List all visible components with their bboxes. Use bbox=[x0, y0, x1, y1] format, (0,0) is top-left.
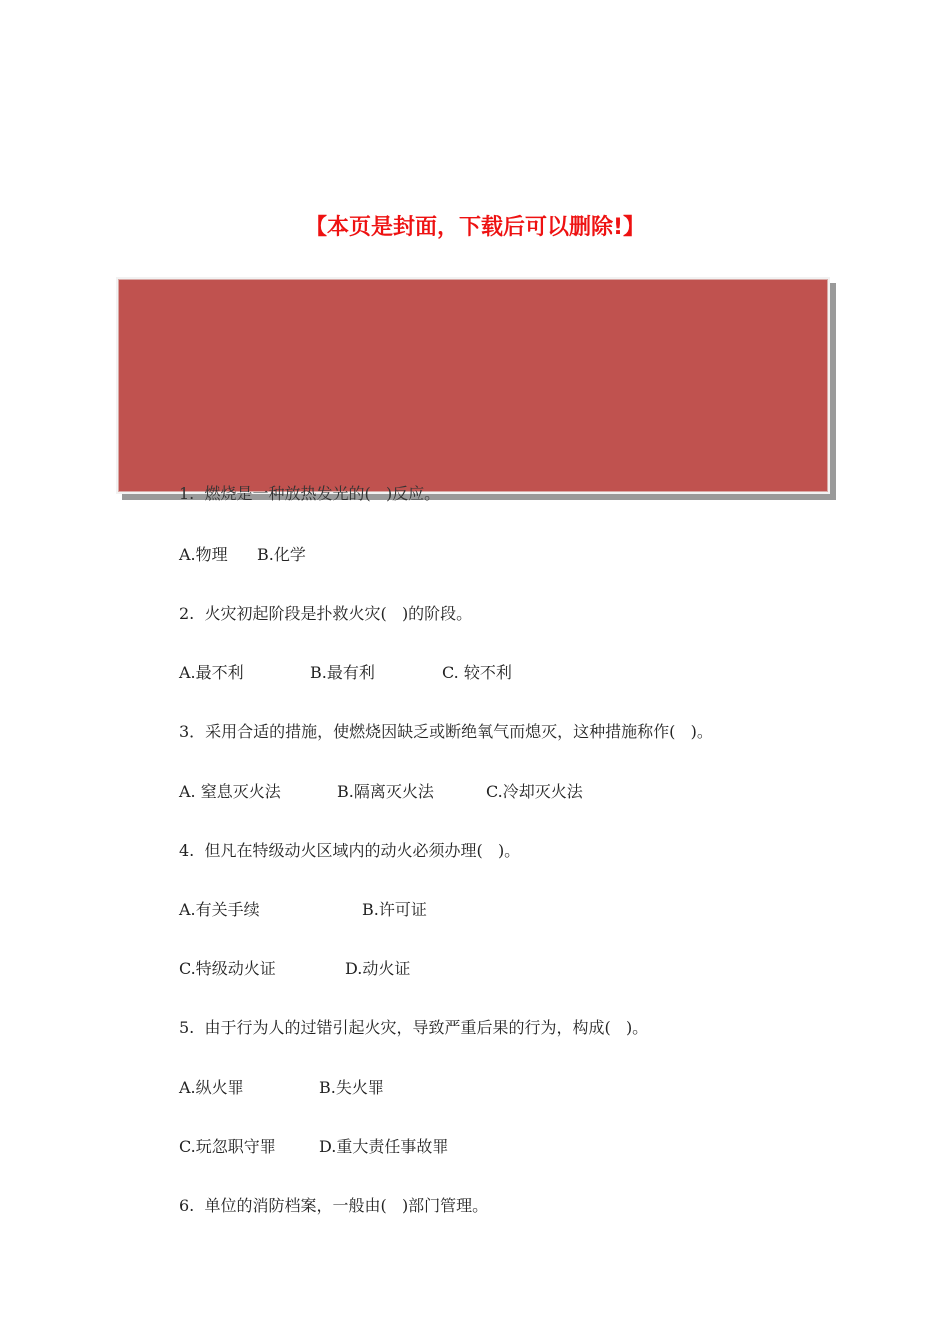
question-5-stem: 5. 由于行为人的过错引起火灾，导致严重后果的行为，构成( )。 bbox=[179, 1018, 649, 1037]
question-4-stem: 4. 但凡在特级动火区域内的动火必须办理( )。 bbox=[179, 841, 521, 860]
option-4b: B.许可证 bbox=[362, 900, 427, 919]
option-1a: A.物理 bbox=[179, 545, 228, 564]
option-3c: C.冷却灭火法 bbox=[486, 782, 583, 801]
question-1-stem-clipped bbox=[179, 484, 679, 504]
option-5b: B.失火罪 bbox=[319, 1078, 384, 1097]
option-4d: D.动火证 bbox=[345, 959, 411, 978]
option-3a: A. 窒息灭火法 bbox=[179, 782, 281, 801]
question-3-stem: 3．采用合适的措施，使燃烧因缺乏或断绝氧气而熄灭，这种措施称作( )。 bbox=[179, 722, 713, 741]
option-4c: C.特级动火证 bbox=[179, 959, 276, 978]
question-6-stem: 6. 单位的消防档案，一般由( )部门管理。 bbox=[179, 1196, 489, 1215]
option-2c: C. 较不利 bbox=[442, 663, 512, 682]
option-4a: A.有关手续 bbox=[179, 900, 260, 919]
option-3b: B.隔离灭火法 bbox=[337, 782, 434, 801]
question-1-stem: 1. 燃烧是一种放热发光的( )反应。 bbox=[179, 484, 441, 503]
option-2a: A.最不利 bbox=[179, 663, 244, 682]
option-5a: A.纵火罪 bbox=[179, 1078, 244, 1097]
option-5d: D.重大责任事故罪 bbox=[319, 1137, 449, 1156]
question-2-stem: 2. 火灾初起阶段是扑救火灾( )的阶段。 bbox=[179, 604, 473, 623]
cover-block bbox=[116, 277, 830, 494]
option-2b: B.最有利 bbox=[310, 663, 375, 682]
option-5c: C.玩忽职守罪 bbox=[179, 1137, 276, 1156]
option-1b: B.化学 bbox=[257, 545, 306, 564]
cover-notice: 【本页是封面，下载后可以删除!】 bbox=[304, 215, 646, 240]
